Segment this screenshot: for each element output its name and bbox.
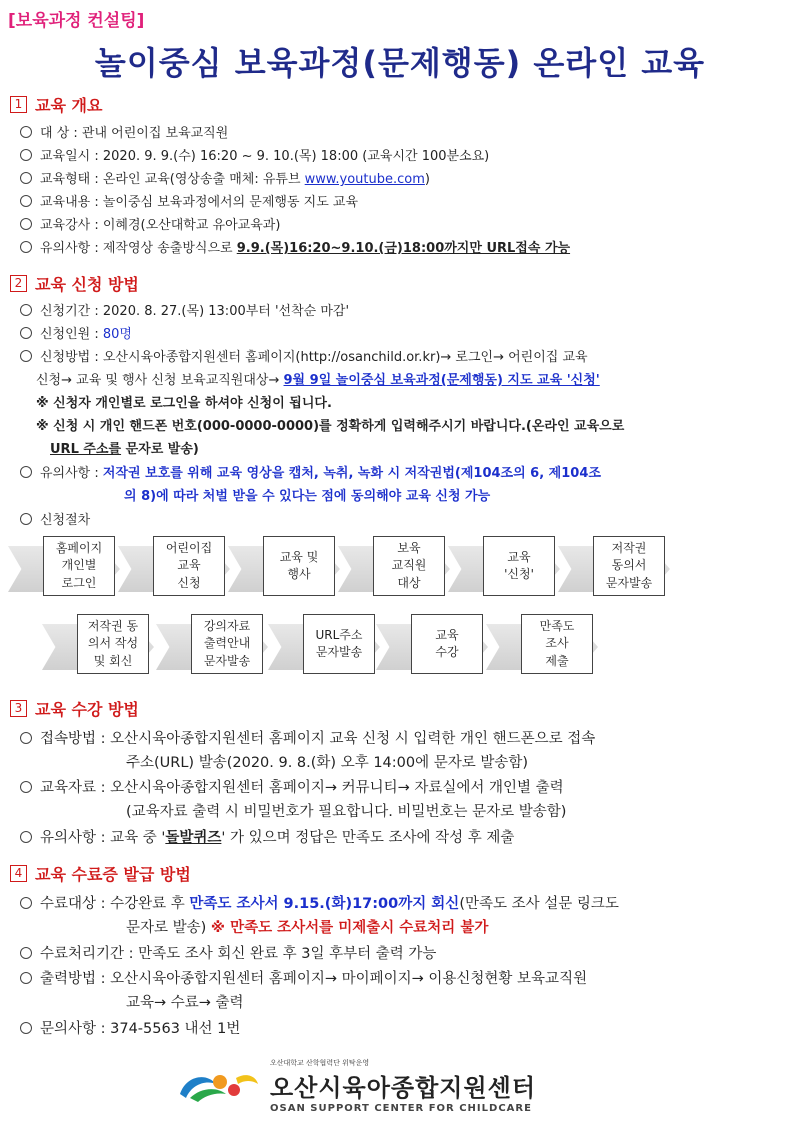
apply-method: 신청방법 : 오산시육아종합지원센터 홈페이지(http://osanchild.or.kr)→ 로그인→ 어린이집 교육 xyxy=(20,346,588,365)
overview-notice: 유의사항 : 제작영상 송출방식으로 9.9.(목)16:20~9.10.(금)18:00까지만 URL접속 가능 xyxy=(20,237,570,256)
section-3-heading xyxy=(10,697,139,720)
logo-name: 오산시육아종합지원센터 xyxy=(270,1074,537,1102)
completion-target-cont: 문자로 발송) ※ 만족도 조사서를 미제출시 수료처리 불가 xyxy=(126,920,489,936)
apply-period: 신청기간 : 2020. 8. 27.(목) 13:00부터 '선착순 마감' xyxy=(20,300,349,319)
circle-bullet-icon xyxy=(20,126,32,138)
contact: 문의사항 : 374-5563 내선 1번 xyxy=(20,1017,240,1038)
circle-bullet-icon xyxy=(20,732,32,744)
flow-step: 어린이집 교육 신청 xyxy=(153,536,225,596)
apply-count: 신청인원 : 80명 xyxy=(20,323,132,342)
circle-bullet-icon xyxy=(20,897,32,909)
flow-step: 저작권 동의서 문자발송 xyxy=(593,536,665,596)
circle-bullet-icon xyxy=(20,304,32,316)
logo-operator: 오산대학교 산학협력단 위탁운영 xyxy=(270,1059,370,1067)
section-4-heading xyxy=(10,862,191,885)
section-title: 교육 수료증 발급 방법 xyxy=(35,865,191,884)
apply-link[interactable]: 9월 9일 놀이중심 보육과정(문제행동) 지도 교육 '신청' xyxy=(283,373,600,388)
access-method-cont: 주소(URL) 발송(2020. 9. 8.(화) 오후 14:00에 문자로 발송함) xyxy=(126,755,529,771)
circle-bullet-icon xyxy=(20,781,32,793)
circle-bullet-icon xyxy=(20,350,32,362)
circle-bullet-icon xyxy=(20,218,32,230)
circle-bullet-icon xyxy=(20,972,32,984)
overview-date: 교육일시 : 2020. 9. 9.(수) 16:20 ~ 9. 10.(목) 18:00 (교육시간 100분소요) xyxy=(20,145,489,164)
circle-bullet-icon xyxy=(20,466,32,478)
circle-bullet-icon xyxy=(20,947,32,959)
section-title: 교육 신청 방법 xyxy=(35,275,139,294)
circle-bullet-icon xyxy=(20,241,32,253)
access-method: 접속방법 : 오산시육아종합지원센터 홈페이지 교육 신청 시 입력한 개인 핸드폰으로 접속 xyxy=(20,727,595,748)
circle-bullet-icon xyxy=(20,1022,32,1034)
flow-step: URL주소 문자발송 xyxy=(303,614,375,674)
overview-format: 교육형태 : 온라인 교육(영상송출 매체: 유튜브 www.youtube.com) xyxy=(20,168,430,187)
apply-notice: 유의사항 : 저작권 보호를 위해 교육 영상을 캡처, 녹취, 녹화 시 저작권법(제104조의 6, 제104조 xyxy=(20,462,601,481)
section-number: 1 xyxy=(10,96,27,113)
overview-target: 대 상 : 관내 어린이집 보육교직원 xyxy=(20,122,228,141)
completion-target: 수료대상 : 수강완료 후 만족도 조사서 9.15.(화)17:00까지 회신(만족도 조사 설문 링크도 xyxy=(20,892,619,913)
apply-note-login: ※ 신청자 개인별로 로그인을 하셔야 신청이 됩니다. xyxy=(36,396,332,411)
apply-note-phone: ※ 신청 시 개인 핸드폰 번호(000-0000-0000)를 정확하게 입력해주시기 바랍니다.(온라인 교육으로 xyxy=(36,419,625,434)
flow-step: 교육 '신청' xyxy=(483,536,555,596)
section-number: 3 xyxy=(10,700,27,717)
flow-step: 저작권 동 의서 작성 및 회신 xyxy=(77,614,149,674)
print-method-cont: 교육→ 수료→ 출력 xyxy=(126,995,244,1011)
materials: 교육자료 : 오산시육아종합지원센터 홈페이지→ 커뮤니티→ 자료실에서 개인별 출력 xyxy=(20,776,564,797)
overview-lecturer: 교육강사 : 이혜경(오산대학교 유아교육과) xyxy=(20,214,280,233)
section-2-heading xyxy=(10,272,139,295)
class-notice: 유의사항 : 교육 중 '돌발퀴즈' 가 있으며 정답은 만족도 조사에 작성 후 제출 xyxy=(20,826,514,847)
section-number: 2 xyxy=(10,275,27,292)
center-logo xyxy=(176,1058,536,1114)
circle-bullet-icon xyxy=(20,831,32,843)
section-title: 교육 개요 xyxy=(35,96,103,115)
apply-note-phone-cont: URL 주소를 문자로 발송) xyxy=(50,442,199,457)
flow-step: 교육 수강 xyxy=(411,614,483,674)
section-title: 교육 수강 방법 xyxy=(35,700,139,719)
page-title: 놀이중심 보육과정(문제행동) 온라인 교육 xyxy=(94,44,706,82)
logo-text xyxy=(270,1058,536,1114)
materials-cont: (교육자료 출력 시 비밀번호가 필요합니다. 비밀번호는 문자로 발송함) xyxy=(126,804,567,820)
completion-period: 수료처리기간 : 만족도 조사 회신 완료 후 3일 후부터 출력 가능 xyxy=(20,942,436,963)
section-1-heading xyxy=(10,93,102,116)
apply-notice-cont: 의 8)에 따라 처벌 받을 수 있다는 점에 동의해야 교육 신청 가능 xyxy=(124,489,491,504)
category-tag: [보육과정 컨설팅] xyxy=(8,11,145,31)
apply-method-cont: 신청→ 교육 및 행사 신청 보육교직원대상→ 9월 9일 놀이중심 보육과정(문제행동) 지도 교육 '신청' xyxy=(36,373,600,388)
circle-bullet-icon xyxy=(20,149,32,161)
section-number: 4 xyxy=(10,865,27,882)
circle-bullet-icon xyxy=(20,195,32,207)
flow-step: 만족도 조사 제출 xyxy=(521,614,593,674)
flow-step: 교육 및 행사 xyxy=(263,536,335,596)
circle-bullet-icon xyxy=(20,327,32,339)
circle-bullet-icon xyxy=(20,513,32,525)
flow-step: 홈페이지 개인별 로그인 xyxy=(43,536,115,596)
flow-step: 보육 교직원 대상 xyxy=(373,536,445,596)
flow-step: 강의자료 출력안내 문자발송 xyxy=(191,614,263,674)
youtube-link[interactable]: www.youtube.com xyxy=(304,172,425,187)
overview-content: 교육내용 : 놀이중심 보육과정에서의 문제행동 지도 교육 xyxy=(20,191,358,210)
center-emblem-icon xyxy=(176,1068,260,1104)
print-method: 출력방법 : 오산시육아종합지원센터 홈페이지→ 마이페이지→ 이용신청현황 보육교직원 xyxy=(20,967,587,988)
circle-bullet-icon xyxy=(20,172,32,184)
logo-english-name: OSAN SUPPORT CENTER FOR CHILDCARE xyxy=(270,1103,532,1114)
apply-procedure-label: 신청절차 xyxy=(20,509,90,528)
